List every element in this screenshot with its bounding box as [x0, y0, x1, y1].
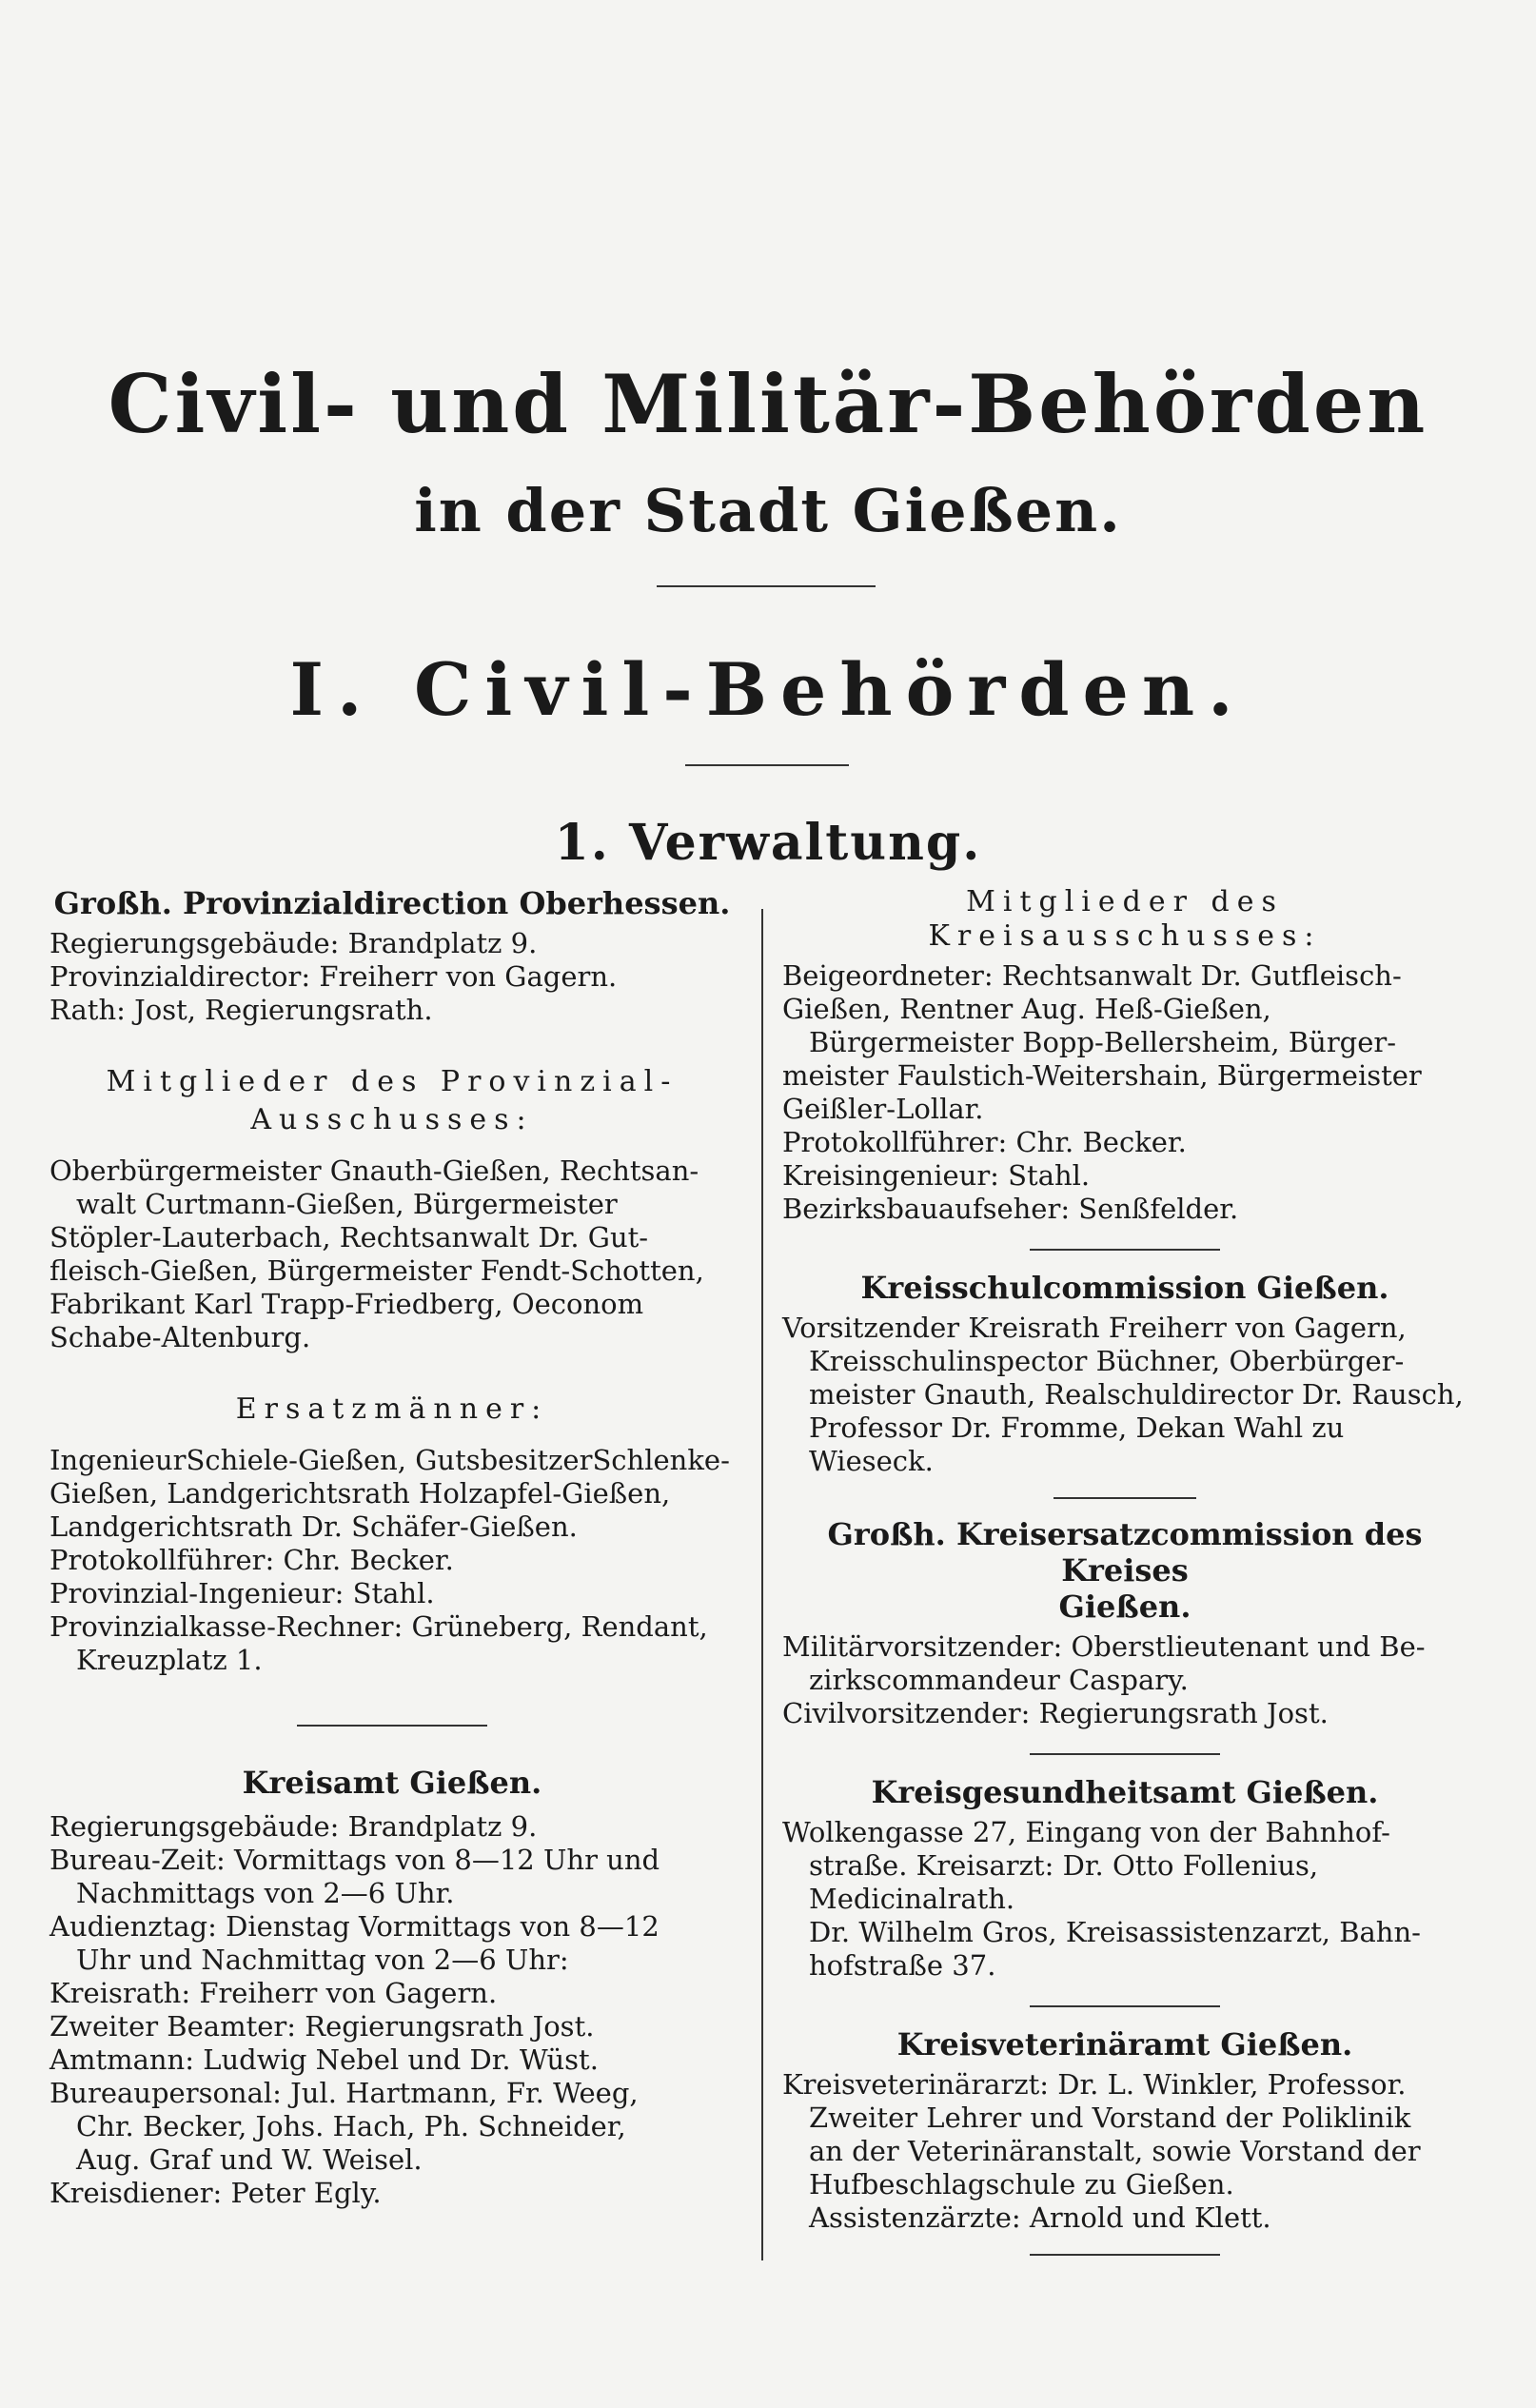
main-title: Civil- und Militär-Behörden — [108, 357, 1428, 451]
text-line: fleisch-Gießen, Bürgermeister Fendt-Schotten, — [49, 1254, 704, 1287]
kreisausschuss-block — [782, 885, 1467, 1226]
text-line: Regierungsgebäude: Brandplatz 9. — [49, 927, 538, 959]
text-line: Provinzial-Ingenieur: Stahl. — [49, 1577, 435, 1609]
text-line: an der Veterinäranstalt, sowie Vorstand der — [809, 2135, 1421, 2167]
block-heading: Kreisschulcommission Gießen. — [860, 1270, 1389, 1306]
text-line: Nachmittags von 2—6 Uhr. — [76, 1877, 455, 1909]
text-line: Gießen, Rentner Aug. Heß-Gießen, — [782, 993, 1271, 1025]
subtitle: in der Stadt Gießen. — [414, 476, 1122, 545]
block-heading: Großh. Kreisersatzcommission des Kreises — [827, 1516, 1423, 1589]
text-line: Uhr und Nachmittag von 2—6 Uhr: — [76, 1944, 569, 1976]
text-line: Kreisrath: Freiherr von Gagern. — [49, 1977, 498, 2009]
text-line: Bureaupersonal: Jul. Hartmann, Fr. Weeg, — [49, 2077, 639, 2109]
text-line: Professor Dr. Fromme, Dekan Wahl zu — [809, 1411, 1345, 1444]
text-line: Vorsitzender Kreisrath Freiherr von Gagern, — [782, 1312, 1407, 1344]
text-line: Bezirksbauaufseher: Senßfelder. — [782, 1193, 1239, 1225]
block-heading: Kreisgesundheitsamt Gießen. — [871, 1774, 1379, 1810]
right-column — [782, 885, 1467, 2277]
text-line: Beigeordneter: Rechtsanwalt Dr. Gutfleisch- — [782, 959, 1402, 992]
block-heading: Ausschusses: — [250, 1103, 534, 1136]
text-line: Protokollführer: Chr. Becker. — [49, 1544, 454, 1576]
text-line: Kreisingenieur: Stahl. — [782, 1159, 1091, 1192]
text-line: Dr. Wilhelm Gros, Kreisassistenzarzt, Bahn- — [809, 1916, 1421, 1948]
text-line: Medicinalrath. — [809, 1883, 1015, 1915]
text-line: Kreuzplatz 1. — [76, 1644, 263, 1676]
block-heading: Mitglieder des Kreisausschusses: — [928, 885, 1322, 953]
block-heading: Großh. Provinzialdirection Oberhessen. — [53, 885, 731, 921]
text-line: Kreisveterinärarzt: Dr. L. Winkler, Professor. — [782, 2068, 1407, 2101]
kreisamt-block — [49, 1765, 735, 2210]
provinzialdirection-block — [49, 885, 735, 1027]
separator-rule — [1030, 2254, 1220, 2256]
text-line: Kreisdiener: Peter Egly. — [49, 2177, 382, 2209]
text-line: Schabe-Altenburg. — [49, 1321, 311, 1353]
text-line: Militärvorsitzender: Oberstlieutenant und Be- — [782, 1630, 1426, 1663]
text-line: Bürgermeister Bopp-Bellersheim, Bürger- — [809, 1026, 1397, 1058]
title-rule — [657, 585, 876, 587]
text-line: Stöpler-Lauterbach, Rechtsanwalt Dr. Gut- — [49, 1221, 649, 1253]
text-line: Civilvorsitzender: Regierungsrath Jost. — [782, 1697, 1329, 1729]
text-line: Gießen, Landgerichtsrath Holzapfel-Gießen, — [49, 1477, 671, 1510]
text-line: Provinzialkasse-Rechner: Grüneberg, Rendant, — [49, 1610, 708, 1643]
separator-rule — [1054, 1497, 1196, 1499]
text-line: Regierungsgebäude: Brandplatz 9. — [49, 1810, 538, 1843]
block-heading: Kreisveterinäramt Gießen. — [896, 2026, 1353, 2063]
section-title: I. Civil-Behörden. — [289, 647, 1247, 732]
text-line: Protokollführer: Chr. Becker. — [782, 1126, 1187, 1158]
column-divider — [761, 909, 763, 2260]
text-line: IngenieurSchiele-Gießen, GutsbesitzerSchlenke- — [49, 1444, 730, 1476]
text-line: Amtmann: Ludwig Nebel und Dr. Wüst. — [49, 2043, 599, 2076]
separator-rule — [297, 1725, 487, 1727]
text-line: Kreisschulinspector Büchner, Oberbürger- — [809, 1345, 1405, 1377]
block-heading: Gießen. — [1058, 1589, 1191, 1625]
separator-rule — [1030, 2005, 1220, 2007]
text-line: Wolkengasse 27, Eingang von der Bahnhof- — [782, 1816, 1390, 1848]
block-heading: Ersatzmänner: — [235, 1392, 549, 1426]
kreisgesundheitsamt-block — [782, 1774, 1467, 1983]
text-line: Provinzialdirector: Freiherr von Gagern. — [49, 960, 618, 993]
separator-rule — [1030, 1753, 1220, 1755]
subsection-title: 1. Verwaltung. — [554, 814, 982, 872]
provinzialausschuss-block — [49, 1065, 735, 1354]
block-heading: Kreisamt Gießen. — [242, 1765, 542, 1801]
kreisschulcommission-block — [782, 1270, 1467, 1478]
text-line: Landgerichtsrath Dr. Schäfer-Gießen. — [49, 1510, 578, 1543]
kreisveterinaeramt-block — [782, 2026, 1467, 2235]
text-line: Aug. Graf und W. Weisel. — [76, 2143, 423, 2176]
text-line: hofstraße 37. — [809, 1949, 996, 1982]
text-line: Wieseck. — [809, 1445, 934, 1477]
text-line: Zweiter Beamter: Regierungsrath Jost. — [49, 2010, 595, 2043]
text-line: straße. Kreisarzt: Dr. Otto Follenius, — [809, 1849, 1319, 1882]
text-line: Audienztag: Dienstag Vormittags von 8—12 — [49, 1910, 660, 1943]
kreisersatzcommission-block — [782, 1516, 1467, 1730]
text-line: Hufbeschlagschule zu Gießen. — [809, 2168, 1234, 2201]
text-line: Fabrikant Karl Trapp-Friedberg, Oeconom — [49, 1288, 644, 1320]
text-line: Chr. Becker, Johs. Hach, Ph. Schneider, — [76, 2110, 626, 2142]
text-line: Zweiter Lehrer und Vorstand der Poliklinik — [809, 2102, 1411, 2134]
block-heading: Mitglieder des Provinzial- — [106, 1065, 679, 1098]
text-line: Oberbürgermeister Gnauth-Gießen, Rechtsan- — [49, 1155, 699, 1187]
text-line: Bureau-Zeit: Vormittags von 8—12 Uhr und — [49, 1844, 660, 1876]
text-line: meister Gnauth, Realschuldirector Dr. Rausch, — [809, 1378, 1464, 1411]
ersatzmaenner-block — [49, 1392, 735, 1677]
separator-rule — [1030, 1249, 1220, 1251]
text-line: Rath: Jost, Regierungsrath. — [49, 994, 433, 1026]
text-line: zirkscommandeur Caspary. — [809, 1664, 1189, 1696]
text-line: meister Faulstich-Weitershain, Bürgermeister — [782, 1059, 1422, 1092]
text-line: Assistenzärzte: Arnold und Klett. — [809, 2201, 1271, 2234]
section-rule — [685, 764, 849, 766]
left-column — [49, 885, 735, 2210]
text-line: walt Curtmann-Gießen, Bürgermeister — [76, 1188, 618, 1220]
text-line: Geißler-Lollar. — [782, 1093, 984, 1125]
